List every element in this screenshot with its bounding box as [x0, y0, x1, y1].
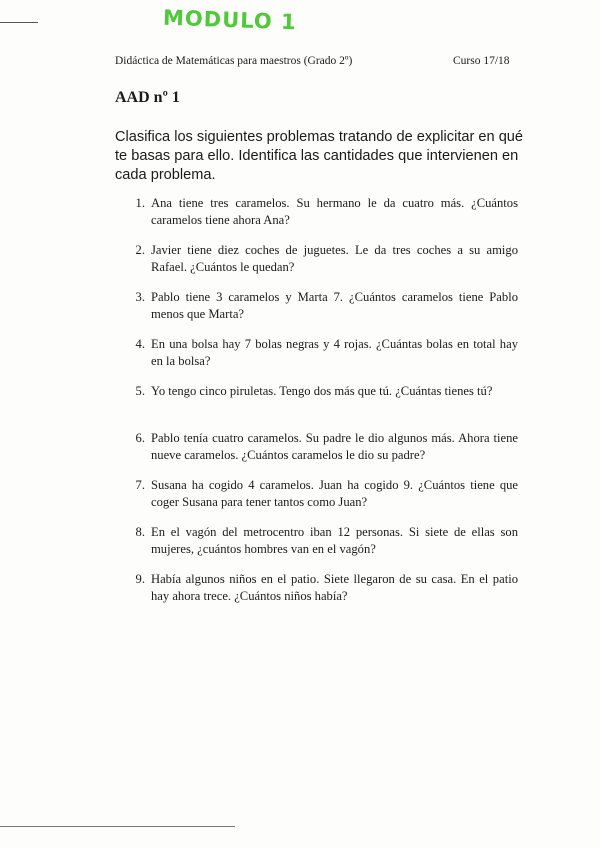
course-year: Curso 17/18: [453, 55, 510, 67]
assignment-title: AAD nº 1: [115, 89, 180, 106]
problem-text: En el vagón del metrocentro iban 12 personas. Si siete de ellas son mujeres, ¿cuántos hombres van en el vagón?: [151, 525, 518, 556]
problem-text: Pablo tenía cuatro caramelos. Su padre le dio algunos más. Ahora tiene nueve caramelos. ¿Cuántos caramelos le dio su padre?: [151, 431, 518, 462]
problem-item: [118, 289, 518, 336]
problem-item: [118, 383, 518, 430]
problem-text: Susana ha cogido 4 caramelos. Juan ha cogido 9. ¿Cuántos tiene que coger Susana para tener tantos como Juan?: [151, 478, 518, 509]
problem-text: Javier tiene diez coches de juguetes. Le da tres coches a su amigo Rafael. ¿Cuántos le quedan?: [151, 243, 518, 274]
problem-number: 3.: [135, 290, 145, 304]
problem-number: 6.: [135, 431, 145, 445]
problem-number: 2.: [135, 243, 145, 257]
problem-number: 8.: [135, 525, 145, 539]
problem-text: Yo tengo cinco piruletas. Tengo dos más que tú. ¿Cuántas tienes tú?: [151, 384, 493, 398]
top-edge-line: [0, 22, 38, 23]
problem-item: [118, 477, 518, 524]
problem-text: Había algunos niños en el patio. Siete llegaron de su casa. En el patio hay ahora trece. ¿Cuántos niños había?: [151, 572, 518, 603]
problem-item: [118, 571, 518, 618]
instructions-paragraph: Clasifica los siguientes problemas tratando de explicitar en qué te basas para ello. Identifica las cantidades que intervienen en cada problema.: [115, 129, 524, 183]
problem-text: Ana tiene tres caramelos. Su hermano le da cuatro más. ¿Cuántos caramelos tiene ahora Ana?: [151, 196, 518, 227]
problem-item: [118, 242, 518, 289]
problem-item: [118, 524, 518, 571]
handwritten-label: MODULO 1: [162, 5, 298, 35]
problem-number: 9.: [135, 572, 145, 586]
problem-number: 7.: [135, 478, 145, 492]
problem-number: 1.: [135, 196, 145, 210]
bottom-edge-line: [0, 826, 235, 827]
problem-text: Pablo tiene 3 caramelos y Marta 7. ¿Cuántos caramelos tiene Pablo menos que Marta?: [151, 290, 518, 321]
problem-number: 4.: [135, 337, 145, 351]
problem-item: [118, 336, 518, 383]
problem-list: [118, 195, 518, 618]
problem-item: [118, 195, 518, 242]
course-title: Didáctica de Matemáticas para maestros (Grado 2º): [115, 55, 353, 67]
problem-number: 5.: [135, 384, 145, 398]
problem-text: En una bolsa hay 7 bolas negras y 4 rojas. ¿Cuántas bolas en total hay en la bolsa?: [151, 337, 518, 368]
problem-item: [118, 430, 518, 477]
